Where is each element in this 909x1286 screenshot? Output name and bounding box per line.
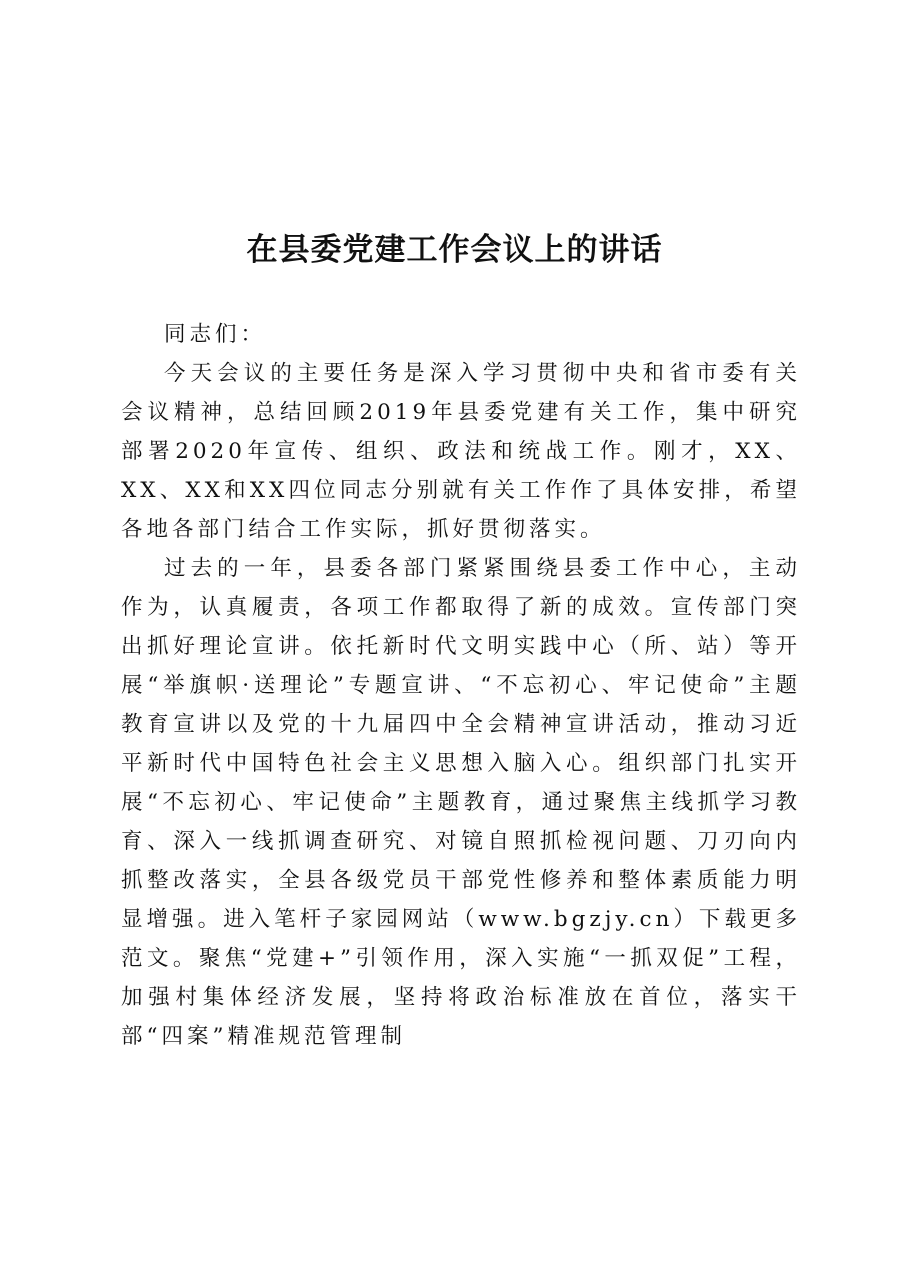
document-title: 在县委党建工作会议上的讲话 bbox=[246, 232, 663, 268]
document-body bbox=[121, 315, 801, 1056]
body-paragraph-2: 过去的一年，县委各部门紧紧围绕县委工作中心，主动作为，认真履责，各项工作都取得了新的成效。宣传部门突出抓好理论宣讲。依托新时代文明实践中心（所、站）等开展“举旗帜·送理论”专题宣讲、“不忘初心、牢记使命”主题教育宣讲以及党的十九届四中全会精神宣讲活动，推动习近平新时代中国特色社会主义思想入脑入心。组织部门扎实开展“不忘初心、牢记使命”主题教育，通过聚焦主线抓学习教育、深入一线抓调查研究、对镜自照抓检视问题、刀刃向内抓整改落实，全县各级党员干部党性修养和整体素质能力明显增强。进入笔杆子家园网站（www.bgzjy.cn）下载更多范文。聚焦“党建+”引领作用，深入实施“一抓双促”工程，加强村集体经济发展，坚持将政治标准放在首位，落实干部“四案”精准规范管理制 bbox=[121, 556, 801, 1049]
body-paragraph-1: 今天会议的主要任务是深入学习贯彻中央和省市委有关会议精神，总结回顾2019年县委党建有关工作，集中研究部署2020年宣传、组织、政法和统战工作。刚才，XX、XX、XX和XX四位同志分别就有关工作作了具体安排，希望各地各部门结合工作实际，抓好贯彻落实。 bbox=[121, 361, 801, 542]
greeting-paragraph: 同志们： bbox=[164, 322, 267, 347]
